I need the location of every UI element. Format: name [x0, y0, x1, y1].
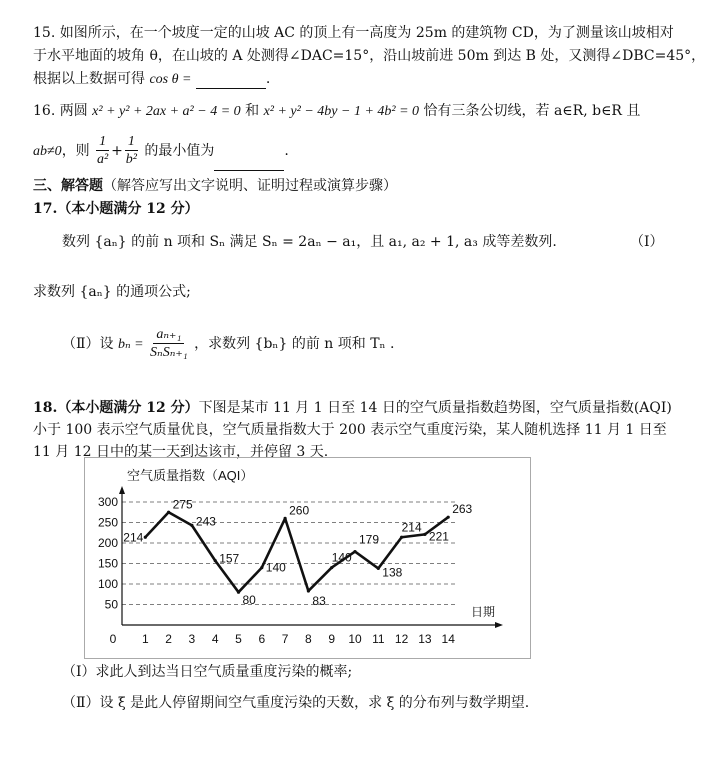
q16-line2 [33, 132, 289, 171]
q16-line2-suffix: 的最小值为 [144, 143, 215, 159]
section3-title: 三、解答题 [33, 178, 103, 194]
data-label-day-12: 214 [401, 520, 422, 535]
x-tick-label-10: 10 [348, 632, 362, 646]
data-label-day-10: 179 [359, 532, 380, 547]
data-label-day-11: 138 [382, 565, 403, 580]
x-tick-label-13: 13 [418, 632, 432, 646]
y-tick-label-250: 250 [97, 515, 118, 530]
data-label-day-14: 263 [452, 502, 473, 517]
y-tick-label-150: 150 [97, 556, 118, 571]
q16-circle2: x² + y² − 4by − 1 + 4b² = 0 [263, 104, 420, 119]
aqi-chart [84, 457, 531, 659]
data-label-day-9: 140 [331, 550, 352, 565]
q15-answer-blank [196, 74, 266, 89]
aqi-chart-svg [85, 458, 530, 658]
q16-then: ，则 [61, 143, 90, 159]
data-label-day-8: 83 [312, 593, 326, 608]
data-label-day-7: 260 [289, 503, 310, 518]
q15-line3 [33, 70, 270, 89]
data-label-day-5: 80 [242, 593, 256, 608]
q16-prefix: 16. 两圆 [33, 103, 88, 119]
q16-answer-blank [214, 156, 284, 171]
q17-statement: 数列 {aₙ} 的前 n 项和 Sₙ 满足 Sₙ = 2aₙ − a₁，且 a₁, a₂ + 1, a₃ 成等差数列. [62, 234, 557, 250]
q18-part1: （Ⅰ）求此人到达当日空气质量重度污染的概率; [62, 664, 353, 680]
q18-header: 18.（本小题满分 12 分） [33, 400, 199, 416]
q16-plus: + [111, 143, 123, 159]
y-tick-label-200: 200 [97, 536, 118, 550]
x-tick-label-3: 3 [188, 632, 196, 646]
x-tick-label-1: 1 [141, 632, 149, 646]
q17-part1: 求数列 {aₙ} 的通项公式; [33, 284, 191, 300]
data-point-day-1 [144, 536, 147, 539]
q16-condition: ab≠0 [33, 144, 62, 159]
data-point-day-3 [190, 524, 193, 527]
data-point-day-7 [284, 517, 287, 520]
x-tick-label-9: 9 [328, 632, 336, 646]
data-point-day-2 [167, 511, 170, 514]
q18-line2: 小于 100 表示空气质量优良，空气质量指数大于 200 表示空气重度污染，某人随机选择 11 月 1 日至 [33, 422, 667, 438]
x-tick-label-7: 7 [281, 632, 289, 646]
q16-frac2-den: b² [125, 151, 137, 167]
x-tick-label-0: 0 [109, 632, 117, 646]
section3-heading [33, 177, 397, 195]
data-point-day-13 [423, 533, 426, 536]
q15-line3-prefix: 根据以上数据可得 [33, 71, 145, 87]
q16-frac1-num: 1 [96, 134, 109, 151]
q18-part2: （Ⅱ）设 ξ 是此人停留期间空气重度污染的天数，求 ξ 的分布列与数学期望. [62, 695, 530, 711]
data-label-day-1: 214 [123, 530, 144, 545]
q16-fraction-1 [96, 134, 109, 169]
q17-part2 [62, 325, 395, 364]
data-point-day-12 [400, 536, 403, 539]
x-tick-label-5: 5 [235, 632, 242, 646]
q16-circle1: x² + y² + 2ax + a² − 4 = 0 [92, 104, 241, 119]
q17-fraction [150, 327, 188, 362]
q16-line1-suffix: 恰有三条公切线，若 a∈R, b∈R 且 [423, 103, 641, 119]
q15-cos-theta: cos θ = [149, 72, 192, 87]
x-axis-arrow [495, 622, 503, 628]
y-tick-label-50: 50 [104, 597, 118, 612]
q18-line1 [33, 399, 672, 417]
data-point-day-5 [237, 591, 240, 594]
q18-line3: 11 月 12 日中的某一天到达该市，并停留 3 天. [33, 444, 329, 460]
data-point-day-6 [260, 566, 263, 569]
q16-line1 [33, 102, 640, 121]
x-tick-label-8: 8 [305, 632, 312, 646]
q16-line2-end: . [284, 143, 289, 159]
data-point-day-4 [214, 559, 217, 562]
q16-fraction-2 [125, 134, 138, 169]
q17-bn: bₙ = [117, 337, 144, 352]
q17-part2-prefix: （Ⅱ）设 [62, 336, 114, 352]
q17-header: 17.（本小题满分 12 分） [33, 201, 199, 217]
q16-frac1-den: a² [97, 151, 109, 167]
x-tick-label-4: 4 [211, 632, 219, 646]
y-tick-label-100: 100 [97, 577, 118, 591]
x-tick-label-14: 14 [441, 632, 455, 646]
data-point-day-10 [353, 550, 356, 553]
q15-line1: 15. 如图所示，在一个坡度一定的山坡 AC 的顶上有一高度为 25m 的建筑物 CD，为了测量该山坡相对 [33, 25, 674, 41]
q16-frac2-num: 1 [125, 134, 138, 151]
data-label-day-6: 140 [265, 560, 286, 575]
x-tick-label-11: 11 [372, 632, 385, 646]
chart-title: 空气质量指数（AQI） [127, 468, 254, 483]
x-tick-label-12: 12 [394, 632, 409, 646]
q15-line3-end: . [265, 71, 271, 87]
data-point-day-9 [330, 566, 333, 569]
q16-and: 和 [245, 103, 260, 119]
data-point-day-14 [447, 516, 450, 519]
data-label-day-13: 221 [428, 529, 449, 544]
y-tick-label-300: 300 [97, 495, 118, 509]
q17-part1-marker: （Ⅰ） [630, 234, 664, 250]
data-label-day-2: 275 [172, 497, 193, 512]
x-axis-label: 日期 [471, 605, 496, 619]
q18-line1-text: 下图是某市 11 月 1 日至 14 日的空气质量指数趋势图，空气质量指数(AQI) [198, 400, 672, 416]
data-label-day-3: 243 [195, 514, 216, 529]
x-tick-label-6: 6 [258, 632, 266, 646]
q17-frac-den: SₙSₙ₊₁ [150, 344, 188, 360]
section3-note: （解答应写出文字说明、证明过程或演算步骤） [103, 178, 397, 194]
q17-frac-num: aₙ₊₁ [153, 327, 184, 344]
data-label-day-4: 157 [219, 551, 240, 566]
data-point-day-8 [307, 589, 310, 592]
y-axis-arrow [119, 486, 125, 494]
q15-line2: 于水平地面的坡角 θ，在山坡的 A 处测得∠DAC=15°，沿山坡前进 50m 到达 B 处，又测得∠DBC=45°， [33, 48, 706, 64]
q17-part2-suffix: ，求数列 {bₙ} 的前 n 项和 Tₙ . [194, 336, 395, 352]
data-point-day-11 [377, 567, 380, 570]
x-tick-label-2: 2 [165, 632, 172, 646]
